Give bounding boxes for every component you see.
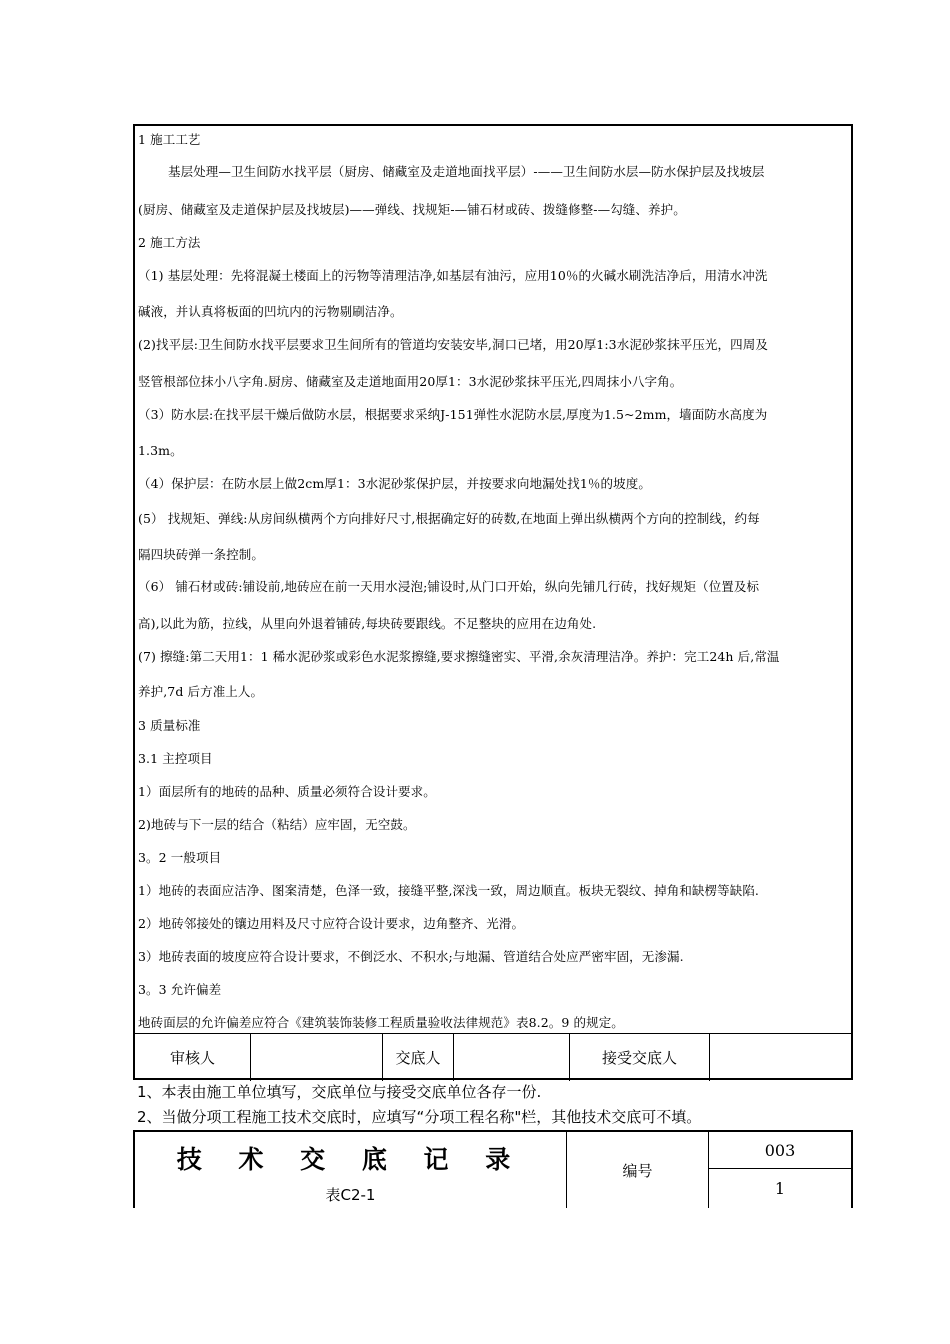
method-text-line: 隔四块砖弹一条控制。 [138, 547, 265, 562]
standard-item: 3）地砖表面的坡度应符合设计要求，不倒泛水、不积水;与地漏、管道结合处应严密牢固，无渗漏. [138, 949, 684, 964]
method-text-line: 1.3m。 [138, 443, 183, 458]
method-text-line: （6） 铺石材或砖:铺设前,地砖应在前一天用水浸泡;铺设时,从门口开始，纵向先铺几行砖，找好规矩（位置及标 [138, 579, 760, 594]
standard-item: 地砖面层的允许偏差应符合《建筑装饰装修工程质量验收法律规范》表8.2。9 的规定。 [138, 1015, 624, 1030]
process-text-line: (厨房、储藏室及走道保护层及找坡层)——弹线、找规矩-—铺石材或砖、拨缝修整-—勾缝、养护。 [138, 202, 686, 217]
subsection-heading: 3。3 允许偏差 [138, 982, 222, 997]
receiver-field[interactable] [710, 1034, 851, 1081]
title-cell [135, 1132, 567, 1208]
subsection-heading: 3.1 主控项目 [138, 751, 213, 766]
discloser-label: 交底人 [383, 1034, 454, 1081]
standard-item: 2）地砖邻接处的镶边用料及尺寸应符合设计要求，边角整齐、光滑。 [138, 916, 525, 931]
footnote: 2、当做分项工程施工技术交底时，应填写“分项工程名称"栏，其他技术交底可不填。 [137, 1108, 702, 1126]
page-value[interactable]: 1 [774, 1179, 786, 1198]
method-text-line: （1) 基层处理：先将混凝土楼面上的污物等清理洁净,如基层有油污，应用10％的火碱水刷洗洁净后，用清水冲洗 [138, 268, 768, 283]
reviewer-field[interactable] [251, 1034, 383, 1081]
standard-item: 2)地砖与下一层的结合（粘结）应牢固，无空鼓。 [138, 817, 416, 832]
receiver-label: 接受交底人 [570, 1034, 710, 1081]
method-text-line: (7) 擦缝:第二天用1：1 稀水泥砂浆或彩色水泥浆擦缝,要求擦缝密实、平滑,余灰清理洁净。养护：完工24h 后,常温 [138, 649, 780, 664]
method-text-line: 高),以此为筋，拉线，从里向外退着铺砖,每块砖要跟线。不足整块的应用在边角处. [138, 616, 597, 631]
section-heading: 2 施工方法 [138, 235, 201, 250]
disclosure-content-frame [133, 124, 853, 1080]
standard-item: 1）面层所有的地砖的品种、质量必须符合设计要求。 [138, 784, 436, 799]
discloser-field[interactable] [454, 1034, 570, 1081]
record-title: 技 术 交 底 记 录 [176, 1145, 525, 1174]
reviewer-label: 审核人 [135, 1034, 251, 1081]
method-text-line: (5） 找规矩、弹线:从房间纵横两个方向排好尺寸,根据确定好的砖数,在地面上弹出纵横两个方向的控制线，约每 [138, 511, 760, 526]
footnote: 1、本表由施工单位填写，交底单位与接受交底单位各存一份. [137, 1083, 542, 1101]
method-text-line: （4）保护层：在防水层上做2cm厚1：3水泥砂浆保护层，并按要求向地漏处找1％的坡度。 [138, 476, 651, 491]
number-value[interactable]: 003 [709, 1132, 851, 1169]
section-heading: 3 质量标准 [138, 718, 201, 733]
process-text-line: 基层处理—卫生间防水找平层（厨房、储藏室及走道地面找平层）-——卫生间防水层—防水保护层及找坡层 [168, 164, 765, 179]
number-label: 编号 [567, 1132, 709, 1208]
record-header-table [133, 1130, 853, 1208]
method-text-line: 碱液，并认真将板面的凹坑内的污物剔刷洁净。 [138, 304, 403, 319]
method-text-line: （3）防水层:在找平层干燥后做防水层，根据要求采纳J-151弹性水泥防水层,厚度为1.5~2mm，墙面防水高度为 [138, 407, 768, 422]
form-code: 表C2-1 [325, 1186, 376, 1204]
signature-row [135, 1033, 851, 1081]
method-text-line: 竖管根部位抹小八字角.厨房、储藏室及走道地面用20厚1：3水泥砂浆抹平压光,四周抹小八字角。 [138, 374, 683, 389]
section-heading: 1 施工工艺 [138, 132, 201, 147]
method-text-line: (2)找平层:卫生间防水找平层要求卫生间所有的管道均安装安毕,洞口已堵，用20厚1:3水泥砂浆抹平压光，四周及 [138, 337, 768, 352]
standard-item: 1）地砖的表面应洁净、图案清楚，色泽一致，接缝平整,深浅一致，周边顺直。板块无裂纹、掉角和缺楞等缺陷. [138, 883, 760, 898]
subsection-heading: 3。2 一般项目 [138, 850, 222, 865]
method-text-line: 养护,7d 后方准上人。 [138, 684, 264, 699]
